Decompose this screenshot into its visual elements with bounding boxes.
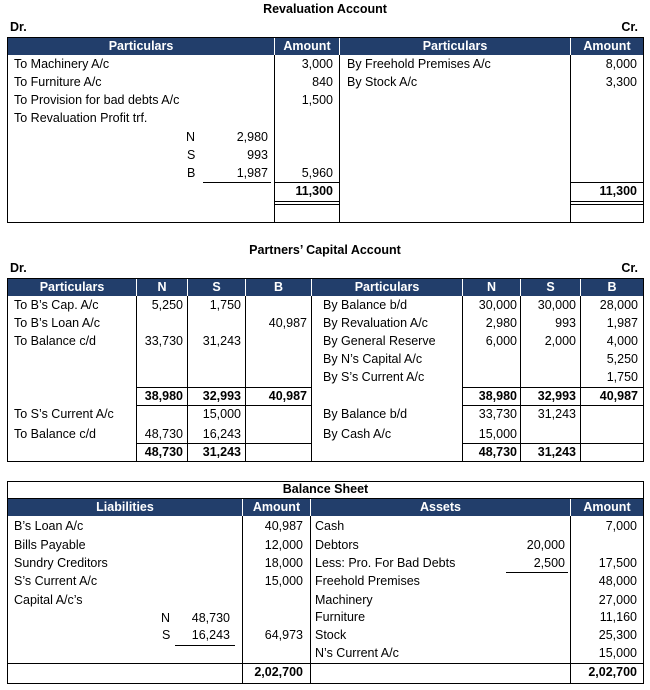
cap-credit2-n: 15,000 <box>478 427 517 441</box>
balance-sheet-title: Balance Sheet <box>282 482 369 496</box>
rev-profit-total: 5,960 <box>301 166 333 180</box>
rev-debit-amount: 1,500 <box>301 93 333 107</box>
total-rule <box>463 387 643 388</box>
bs-asset-amount: 15,000 <box>598 646 637 660</box>
rev-split-value: 1,987 <box>236 166 268 180</box>
capital-title: Partners’ Capital Account <box>249 243 401 257</box>
total-rule <box>571 182 643 183</box>
bs-asset-label: Freehold Premises <box>315 574 420 588</box>
rev-split-value: 993 <box>247 148 268 162</box>
rev-debit-particular: To Provision for bad debts A/c <box>14 93 180 107</box>
cap-debit-particular: To B’s Cap. A/c <box>14 298 99 312</box>
cap-header-s-cr: S <box>521 279 580 296</box>
bs-asset-label: Machinery <box>315 593 373 607</box>
bs-header-liabilities: Liabilities <box>8 499 242 516</box>
cap-header-n-dr: N <box>137 279 187 296</box>
divider <box>311 296 312 461</box>
cap-credit-s: 30,000 <box>537 298 576 312</box>
bs-header-amount-assets: Amount <box>571 499 643 516</box>
rev-total-dr: 11,300 <box>295 184 333 198</box>
rev-debit-amount: 840 <box>312 75 333 89</box>
total-rule <box>275 201 339 202</box>
cap-debit2-n: 48,730 <box>144 427 183 441</box>
bs-asset-amount: 17,500 <box>598 556 637 570</box>
cap-debit-s: 1,750 <box>209 298 241 312</box>
bs-total-assets: 2,02,700 <box>588 665 637 679</box>
cap-credit-n: 30,000 <box>478 298 517 312</box>
total-rule <box>137 405 311 406</box>
bs-capital-total: 64,973 <box>264 628 303 642</box>
cap-total2-cr-n: 48,730 <box>478 445 517 459</box>
total-rule <box>137 443 311 444</box>
cap-credit-particular: By Revaluation A/c <box>323 316 428 330</box>
cap-debit-n: 5,250 <box>151 298 183 312</box>
rev-debit-particular: To Revaluation Profit trf. <box>14 111 148 125</box>
bs-capital-value: 16,243 <box>191 628 230 642</box>
bs-liability-amount: 40,987 <box>264 519 303 533</box>
cap-header-s-dr: S <box>188 279 245 296</box>
cap-credit-n: 2,980 <box>485 316 517 330</box>
total-rule <box>463 443 643 444</box>
cap-credit-n: 6,000 <box>485 334 517 348</box>
underline <box>506 572 568 573</box>
bs-asset-amount: 48,000 <box>598 574 637 588</box>
cap-header-b-dr: B <box>246 279 311 296</box>
rev-split-partner: N <box>186 130 196 144</box>
bs-asset-label: Less: Pro. For Bad Debts <box>315 556 456 570</box>
bs-asset-inner: 2,500 <box>533 556 565 570</box>
cap-credit-particular: By Balance b/d <box>323 298 408 312</box>
rev-credit-particular: By Stock A/c <box>347 75 418 89</box>
bs-liability-label: Bills Payable <box>14 538 86 552</box>
revaluation-title: Revaluation Account <box>263 2 387 16</box>
cap-total2-dr-s: 31,243 <box>202 445 241 459</box>
cap-total1-cr-b: 40,987 <box>599 389 638 403</box>
bs-liability-label: Capital A/c’s <box>14 593 83 607</box>
bs-liability-label: S’s Current A/c <box>14 574 98 588</box>
rev-credit-amount: 3,300 <box>605 75 637 89</box>
cap-total1-dr-b: 40,987 <box>268 389 307 403</box>
rev-split-partner: S <box>187 148 196 162</box>
total-rule <box>463 405 643 406</box>
underline <box>175 645 235 646</box>
rev-debit-particular: To Furniture A/c <box>14 75 102 89</box>
bs-capital-value: 48,730 <box>191 611 230 625</box>
rev-split-value: 2,980 <box>236 130 268 144</box>
divider <box>310 516 311 683</box>
bs-asset-label: Stock <box>315 628 347 642</box>
cap-credit2-particular: By Balance b/d <box>323 407 408 421</box>
bs-header-assets: Assets <box>311 499 570 516</box>
cap-credit-particular: By General Reserve <box>323 334 436 348</box>
cap-total2-cr-s: 31,243 <box>537 445 576 459</box>
revaluation-cr-label: Cr. <box>621 20 638 34</box>
rev-header-amount-cr: Amount <box>571 38 643 55</box>
cap-debit2-s: 16,243 <box>202 427 241 441</box>
cap-credit2-particular: By Cash A/c <box>323 427 392 441</box>
bs-asset-label: Furniture <box>315 610 366 624</box>
cap-total1-dr-n: 38,980 <box>144 389 183 403</box>
capital-cr-label: Cr. <box>621 261 638 275</box>
cap-credit2-s: 31,243 <box>537 407 576 421</box>
cap-credit-b: 1,987 <box>606 316 638 330</box>
divider <box>570 55 571 222</box>
bs-asset-amount: 27,000 <box>598 593 637 607</box>
cap-debit-particular: To B’s Loan A/c <box>14 316 100 330</box>
cap-credit2-n: 33,730 <box>478 407 517 421</box>
total-rule <box>137 387 311 388</box>
cap-credit-particular: By N’s Capital A/c <box>323 352 423 366</box>
cap-credit-b: 5,250 <box>606 352 638 366</box>
rev-debit-amount: 3,000 <box>301 57 333 71</box>
bs-asset-label: N’s Current A/c <box>315 646 399 660</box>
rev-credit-amount: 8,000 <box>605 57 637 71</box>
total-rule <box>8 663 643 664</box>
total-rule <box>275 182 339 183</box>
rev-debit-particular: To Machinery A/c <box>14 57 110 71</box>
cap-header-particulars-cr: Particulars <box>312 279 462 296</box>
divider <box>339 55 340 222</box>
total-rule <box>571 201 643 202</box>
cap-total1-dr-s: 32,993 <box>202 389 241 403</box>
cap-debit-b: 40,987 <box>268 316 307 330</box>
rev-header-particulars-cr: Particulars <box>340 38 570 55</box>
cap-credit-b: 4,000 <box>606 334 638 348</box>
cap-header-particulars-dr: Particulars <box>8 279 136 296</box>
bs-total-liabilities: 2,02,700 <box>254 665 303 679</box>
bs-capital-partner: N <box>161 611 171 625</box>
bs-asset-inner: 20,000 <box>526 538 565 552</box>
rev-header-particulars-dr: Particulars <box>8 38 274 55</box>
cap-credit-b: 1,750 <box>606 370 638 384</box>
rev-total-cr: 11,300 <box>599 184 637 198</box>
bs-liability-label: B’s Loan A/c <box>14 519 84 533</box>
bs-liability-amount: 18,000 <box>264 556 303 570</box>
cap-header-b-cr: B <box>581 279 643 296</box>
bs-liability-amount: 15,000 <box>264 574 303 588</box>
cap-debit2-s: 15,000 <box>202 407 241 421</box>
bs-asset-amount: 7,000 <box>605 519 637 533</box>
cap-debit2-particular: To Balance c/d <box>14 427 96 441</box>
divider <box>570 516 571 683</box>
cap-credit-s: 2,000 <box>544 334 576 348</box>
cap-header-n-cr: N <box>463 279 520 296</box>
rev-split-partner: B <box>187 166 196 180</box>
cap-debit-particular: To Balance c/d <box>14 334 96 348</box>
rev-header-amount-dr: Amount <box>275 38 339 55</box>
bs-capital-partner: S <box>162 628 171 642</box>
cap-total2-dr-n: 48,730 <box>144 445 183 459</box>
cap-debit2-particular: To S’s Current A/c <box>14 407 114 421</box>
divider <box>274 55 275 222</box>
bs-header-amount-liab: Amount <box>243 499 310 516</box>
bs-liability-amount: 12,000 <box>264 538 303 552</box>
capital-dr-label: Dr. <box>10 261 27 275</box>
bs-liability-label: Sundry Creditors <box>14 556 108 570</box>
cap-credit-b: 28,000 <box>599 298 638 312</box>
total-rule <box>275 204 339 205</box>
cap-debit-n: 33,730 <box>144 334 183 348</box>
cap-total1-cr-s: 32,993 <box>537 389 576 403</box>
bs-asset-label: Cash <box>315 519 345 533</box>
revaluation-dr-label: Dr. <box>10 20 27 34</box>
cap-debit-s: 31,243 <box>202 334 241 348</box>
cap-credit-particular: By S’s Current A/c <box>323 370 425 384</box>
cap-credit-s: 993 <box>555 316 576 330</box>
bs-asset-amount: 11,160 <box>599 610 637 624</box>
bs-asset-label: Debtors <box>315 538 359 552</box>
bs-asset-amount: 25,300 <box>598 628 637 642</box>
total-rule <box>571 204 643 205</box>
cap-total1-cr-n: 38,980 <box>478 389 517 403</box>
underline <box>203 182 271 183</box>
rev-credit-particular: By Freehold Premises A/c <box>347 57 491 71</box>
